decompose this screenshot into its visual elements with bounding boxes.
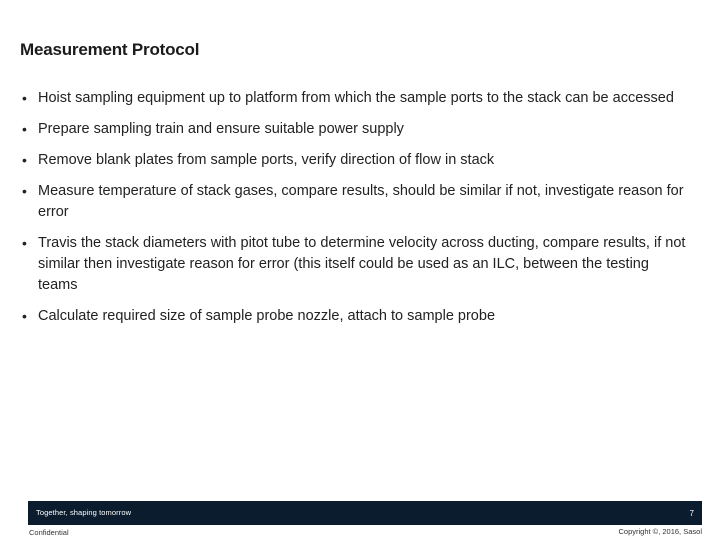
page-number: 7 xyxy=(689,509,694,518)
list-item xyxy=(20,233,690,296)
bullet-text: Hoist sampling equipment up to platform from which the sample ports to the stack can be accessed xyxy=(38,90,674,106)
bullet-list xyxy=(20,88,690,337)
bullet-icon: • xyxy=(22,90,27,106)
bullet-text: Prepare sampling train and ensure suitable power supply xyxy=(38,121,404,137)
slide-title: Measurement Protocol xyxy=(20,40,200,59)
list-item xyxy=(20,119,690,140)
list-item xyxy=(20,306,690,327)
footer-tagline: Together, shaping tomorrow xyxy=(36,508,132,517)
bullet-icon: • xyxy=(22,235,27,251)
bullet-text: Remove blank plates from sample ports, verify direction of flow in stack xyxy=(38,152,495,168)
bullet-icon: • xyxy=(22,121,27,137)
bullet-text: Travis the stack diameters with pitot tube to determine velocity across ducting, compare results, if not similar then investigate reason for error (this itself could be used as an ILC, between the testing teams xyxy=(38,235,686,293)
footer-bar xyxy=(28,501,702,525)
bullet-icon: • xyxy=(22,308,27,324)
list-item xyxy=(20,181,690,223)
bullet-text: Measure temperature of stack gases, compare results, should be similar if not, investigate reason for error xyxy=(38,183,684,220)
bullet-text: Calculate required size of sample probe nozzle, attach to sample probe xyxy=(38,308,496,324)
bullet-icon: • xyxy=(22,152,27,168)
bullet-icon: • xyxy=(22,183,27,199)
copyright-label: Copyright ©, 2016, Sasol xyxy=(618,527,702,536)
list-item xyxy=(20,88,690,109)
confidential-label: Confidential xyxy=(29,528,69,537)
list-item xyxy=(20,150,690,171)
